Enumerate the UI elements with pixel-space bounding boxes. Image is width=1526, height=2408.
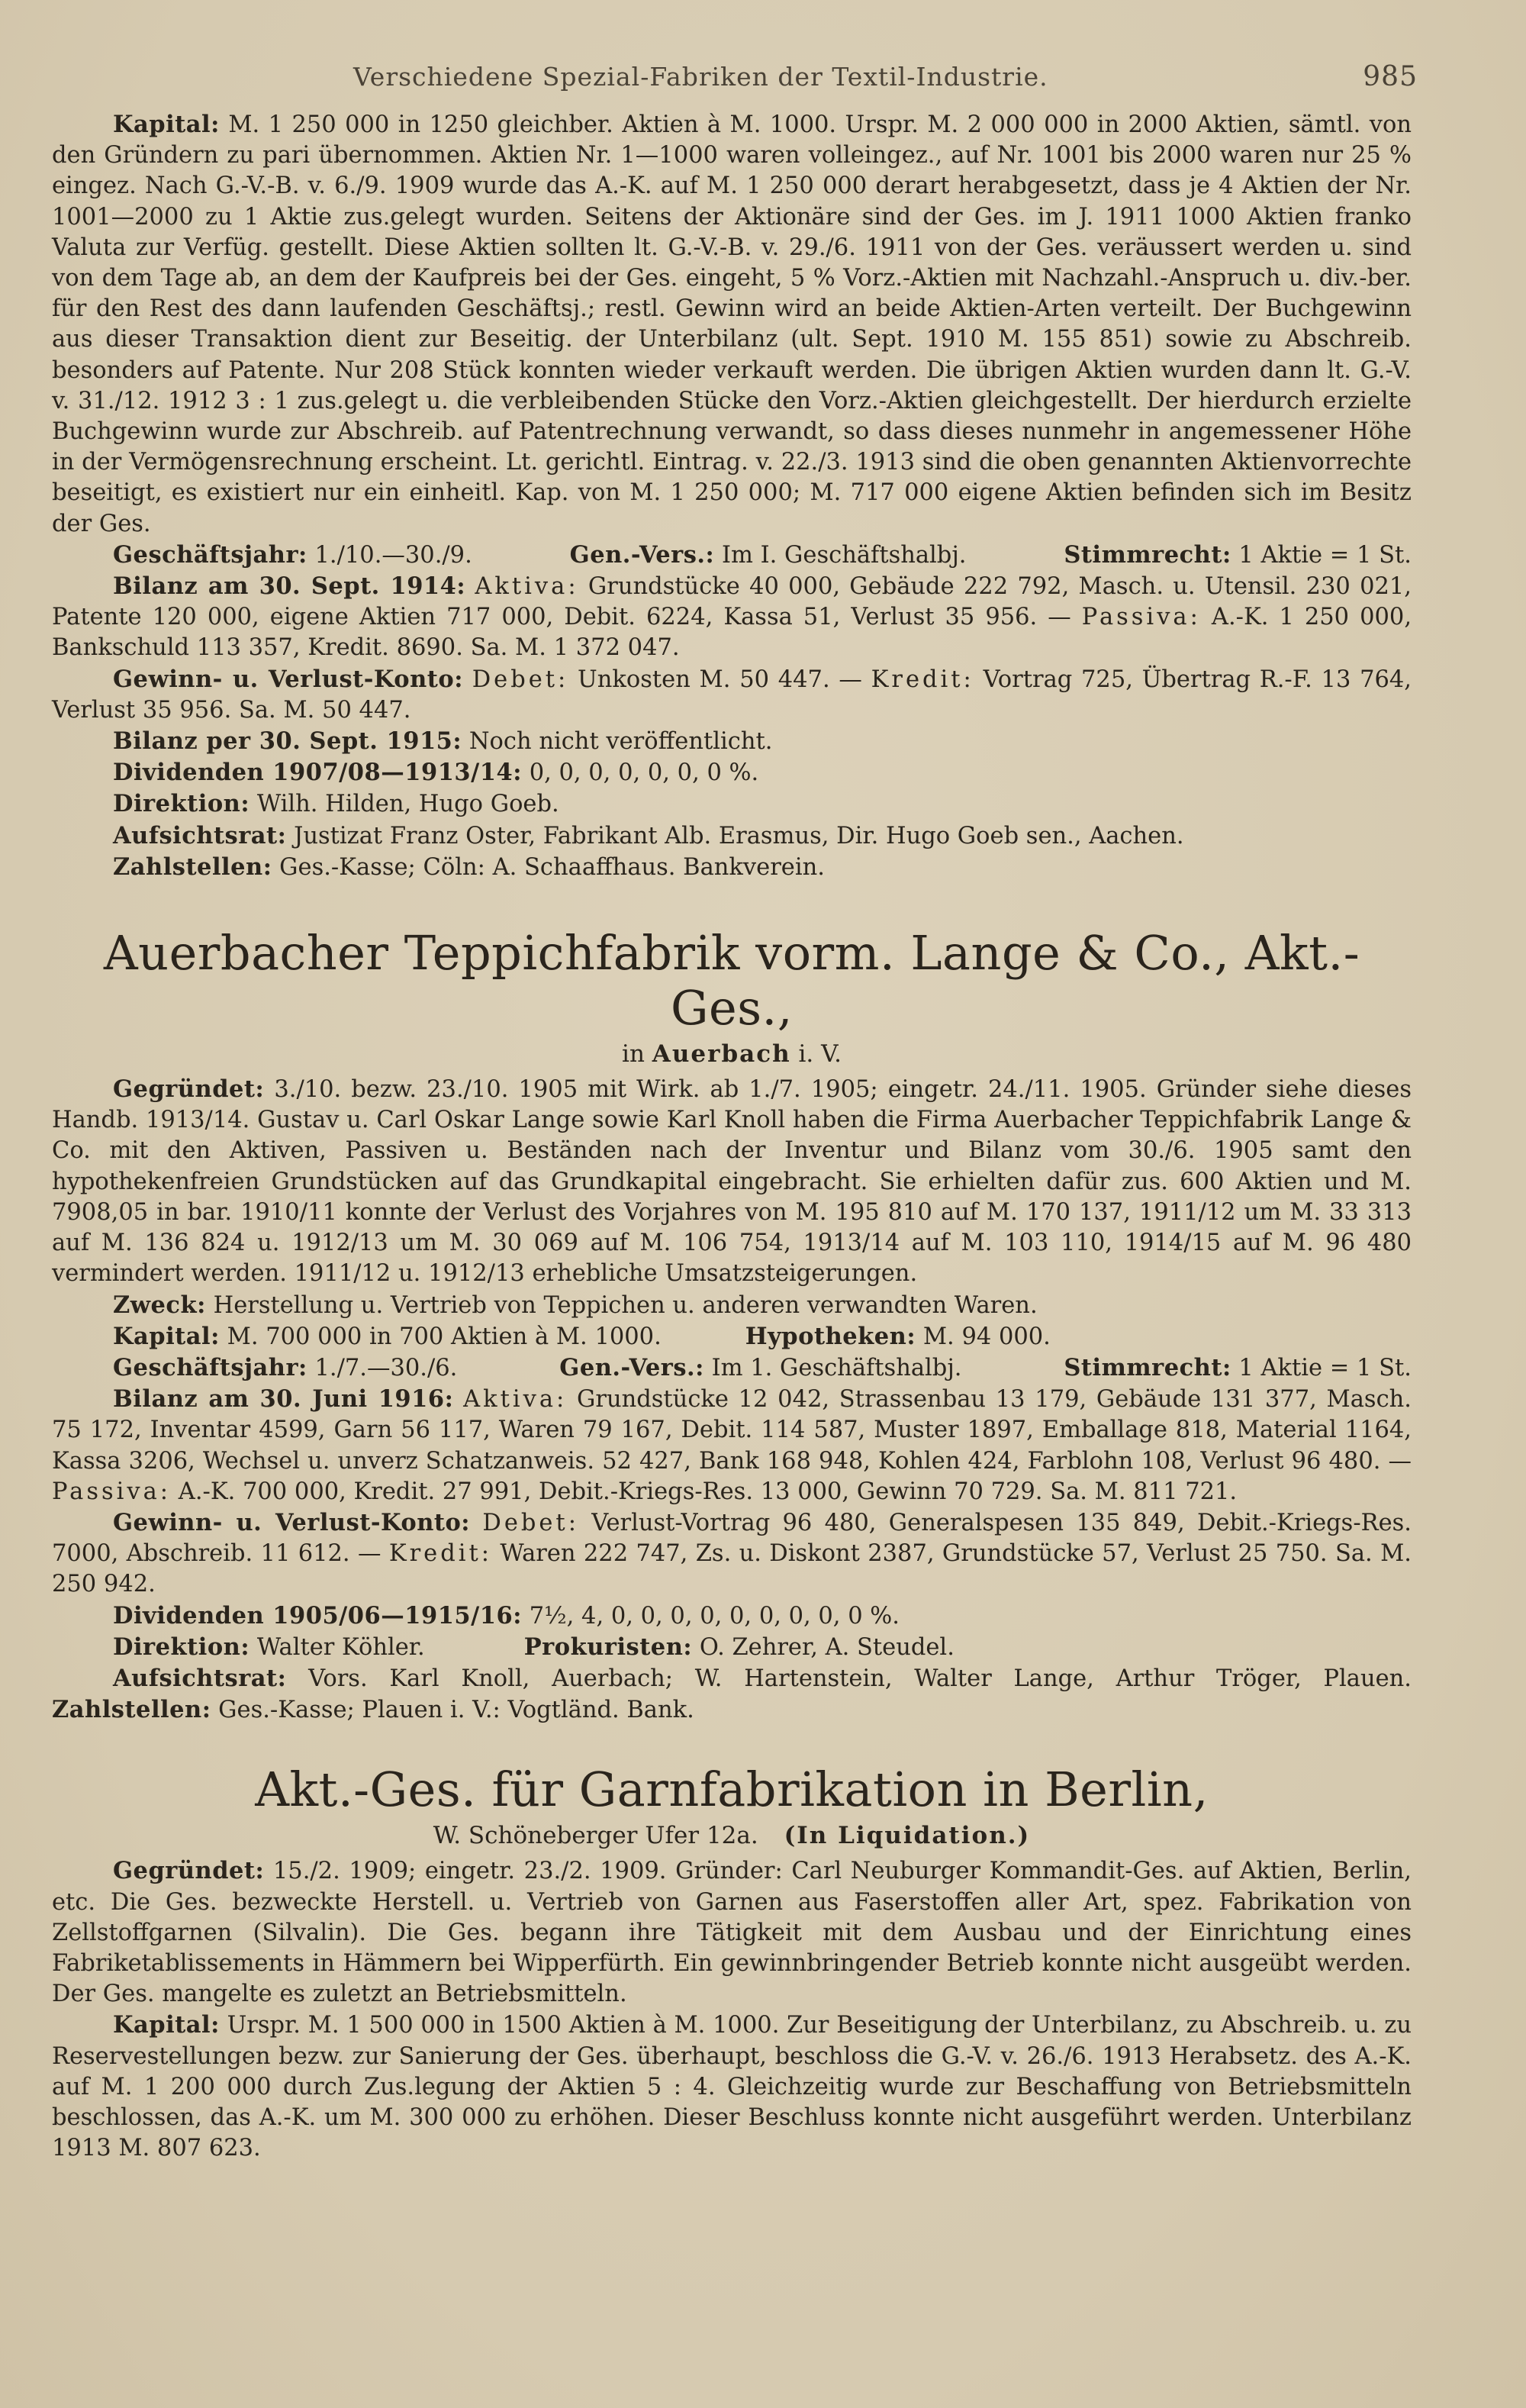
subtitle-city: Auerbach xyxy=(652,1040,791,1069)
aktiva-text: Grundstücke 40 000, Gebäude 222 792, Masch. u. Utensil. 230 021, Patente 120 000, eigene Aktien 717 000, Debit. 6224, Kassa 51, Verlust 35 956. — xyxy=(52,573,1412,631)
zs-text: Ges.-Kasse; Plauen i. V.: Vogtländ. Bank. xyxy=(218,1697,694,1724)
st-value: 1 Aktie = 1 St. xyxy=(1238,541,1412,569)
hyp-label: Hypotheken: xyxy=(745,1322,916,1350)
aufsichtsrat-paragraph xyxy=(52,820,1412,852)
gj-value: 1./7.—30./6. xyxy=(314,1354,458,1381)
company-address: W. Schöneberger Ufer 12a. xyxy=(433,1822,758,1850)
gv-value: Im 1. Geschäftshalbj. xyxy=(711,1354,962,1381)
ar-text: Justizat Franz Oster, Fabrikant Alb. Erasmus, Dir. Hugo Goeb sen., Aachen. xyxy=(294,822,1184,849)
gegr-text: 3./10. bezw. 23./10. 1905 mit Wirk. ab 1./7. 1905; eingetr. 24./11. 1905. Gründer siehe dieses Handb. 1913/14. Gustav u. Carl Oskar Lange sowie Karl Knoll haben die Firma Auerbacher Teppichfabrik Lange & Co. mit den Aktiven, Passiven u. Beständen nach der Inventur und Bilanz vom 30./6. 1905 samt den hypothekenfreien Grundstücken auf das Grundkapital eingebracht. Sie erhielten dafür zus. 600 Aktien und M. 7908,05 in bar. 1910/11 konnte der Verlust des Vorjahres von M. 195 810 auf M. 170 137, 1911/12 um M. 33 313 auf M. 136 824 u. 1912/13 um M. 30 069 auf M. 106 754, 1913/14 auf M. 103 110, 1914/15 auf M. 96 480 vermindert werden. 1911/12 u. 1912/13 erhebliche Umsatzsteigerungen. xyxy=(52,1076,1412,1288)
dividenden-paragraph xyxy=(52,757,1412,788)
div-label: Dividenden 1907/08—1913/14: xyxy=(113,759,522,787)
kapital-paragraph xyxy=(52,109,1412,540)
gv-label: Gen.-Vers.: xyxy=(559,1353,704,1381)
zs-label: Zahlstellen: xyxy=(113,853,272,881)
bilanz-1915-paragraph xyxy=(52,726,1412,757)
debet-label: Debet: xyxy=(472,666,569,693)
kapital-text: M. 1 250 000 in 1250 gleichber. Aktien à M. 1000. Urspr. M. 2 000 000 in 2000 Aktien, sämtl. von den Gründern zu pari übernommen. Aktien Nr. 1—1000 waren volleingez., auf Nr. 1001 bis 2000 waren nur 25 % eingez. Nach G.-V.-B. v. 6./9. 1909 wurde das A.-K. auf M. 1 250 000 derart herabgesetzt, dass je 4 Aktien der Nr. 1001—2000 zu 1 Aktie zus.gelegt wurden. Seitens der Aktionäre sind der Ges. im J. 1911 1000 Aktien franko Valuta zur Verfüg. gestellt. Diese Aktien sollten lt. G.-V.-B. v. 29./6. 1911 von der Ges. veräussert werden u. sind von dem Tage ab, an dem der Kaufpreis bei der Ges. eingeht, 5 % Vorz.-Aktien mit Nachzahl.-Anspruch u. div.-ber. für den Rest des dann laufenden Geschäftsj.; restl. Gewinn wird an beide Aktien-Arten verteilt. Der Buchgewinn aus dieser Transaktion dient zur Beseitig. der Unterbilanz (ult. Sept. 1910 M. 155 851) sowie zu Abschreib. besonders auf Patente. Nur 208 Stück konnten wieder verkauft werden. Die übrigen Aktien wurden dann lt. G.-V. v. 31./12. 1912 3 : 1 zus.gelegt u. die verbleibenden Stücke den Vorz.-Aktien gleichgestellt. Der hierdurch erzielte Buchgewinn wurde zur Abschreib. auf Patentrechnung verwandt, so dass dieses nunmehr in angemessener Höhe in der Vermögensrechnung erscheint. Lt. gerichtl. Eintrag. v. 22./3. 1913 sind die oben genannten Aktienvorrechte beseitigt, es existiert nur ein einheitl. Kap. von M. 1 250 000; M. 717 000 eigene Aktien befinden sich im Besitz der Ges. xyxy=(52,111,1412,537)
zweck-paragraph xyxy=(52,1290,1412,1321)
debet-label: Debet: xyxy=(482,1509,579,1536)
section-continued-company xyxy=(52,109,1412,883)
gegruendet-paragraph xyxy=(52,1855,1412,2010)
geschaeftsjahr-row xyxy=(52,540,1412,571)
aktiva-text: Grundstücke 12 042, Strassenbau 13 179, Gebäude 131 377, Masch. 75 172, Inventar 4599, Garn 56 117, Waren 79 167, Debit. 114 587, Muster 1897, Emballage 818, Material 1164, Kassa 3206, Wechsel u. unverz Schatzanweis. 52 427, Bank 168 948, Kohlen 424, Farblohn 108, Verlust 96 480. — xyxy=(52,1386,1412,1475)
gegr-label: Gegründet: xyxy=(113,1075,265,1104)
kapital-text: Urspr. M. 1 500 000 in 1500 Aktien à M. 1000. Zur Beseitigung der Unterbilanz, zu Abschreib. u. zu Reservestellungen bezw. zur Sanierung der Ges. überhaupt, beschloss die G.-V. v. 26./6. 1913 Herabsetz. des A.-K. auf M. 1 200 000 durch Zus.legung der Aktien 5 : 4. Gleichzeitig wurde zur Beschaffung von Betriebsmitteln beschlossen, das A.-K. um M. 300 000 zu erhöhen. Dieser Beschluss konnte nicht ausgeführt werden. Unterbilanz 1913 M. 807 623. xyxy=(52,2012,1412,2162)
page-number: 985 xyxy=(1363,61,1418,92)
div-text: 0, 0, 0, 0, 0, 0, 0 %. xyxy=(529,759,759,787)
gegr-text: 15./2. 1909; eingetr. 23./2. 1909. Gründer: Carl Neuburger Kommandit-Ges. auf Aktien, Berlin, etc. Die Ges. bezweckte Herstell. u. Vertrieb von Garnen aus Faserstoffen aller Art, spez. Fabrikation von Zellstoffgarnen (Silvalin). Die Ges. begann ihre Tätigkeit mit dem Ausbau und der Einrichtung eines Fabriketablissements in Hämmern bei Wipperfürth. Ein gewinnbringender Betrieb konnte nicht ausgeübt werden. Der Ges. mangelte es zuletzt an Betriebsmitteln. xyxy=(52,1858,1412,2008)
div-label: Dividenden 1905/06—1915/16: xyxy=(113,1601,522,1630)
dividenden-paragraph xyxy=(52,1600,1412,1632)
gv-label: Gen.-Vers.: xyxy=(569,540,715,569)
div-text: 7½, 4, 0, 0, 0, 0, 0, 0, 0, 0, 0 %. xyxy=(529,1602,900,1630)
kredit-text: Waren 222 747, Zs. u. Diskont 2387, Grundstücke 57, Verlust 25 750. Sa. M. 250 942. xyxy=(52,1540,1412,1598)
section-garnfabrikation-berlin xyxy=(52,1762,1412,2164)
direktion-prokuristen-row xyxy=(52,1632,1412,1663)
dir-text: Walter Köhler. xyxy=(256,1633,425,1661)
direktion-paragraph xyxy=(52,788,1412,820)
bilanz-label: Bilanz am 30. Sept. 1914: xyxy=(113,572,466,601)
kapital-paragraph xyxy=(52,2010,1412,2164)
zs-label: Zahlstellen: xyxy=(52,1696,211,1724)
kapital-label: Kapital: xyxy=(113,2011,220,2039)
bilanz1915-text: Noch nicht veröffentlicht. xyxy=(468,728,773,756)
aufsichtsrat-paragraph xyxy=(52,1663,1412,1726)
zweck-label: Zweck: xyxy=(113,1291,206,1319)
passiva-label: Passiva: xyxy=(1081,604,1201,631)
geschaeftsjahr-row xyxy=(52,1352,1412,1384)
gewinn-label: Gewinn- u. Verlust-Konto: xyxy=(113,665,463,693)
dir-label: Direktion: xyxy=(113,790,250,818)
liquidation-status: (In Liquidation.) xyxy=(784,1822,1031,1850)
ar-text: Vors. Karl Knoll, Auerbach; W. Hartenstein, Walter Lange, Arthur Tröger, Plauen. xyxy=(308,1665,1412,1692)
debet-text: Verlust-Vortrag 96 480, Generalspesen 135 849, Debit.-Kriegs-Res. 7000, Abschreib. 11 612. — xyxy=(52,1509,1412,1568)
hyp-text: M. 94 000. xyxy=(922,1323,1051,1350)
st-value: 1 Aktie = 1 St. xyxy=(1238,1354,1412,1381)
gj-label: Geschäftsjahr: xyxy=(113,540,307,569)
gv-value: Im I. Geschäftshalbj. xyxy=(721,541,967,569)
bilanz1915-label: Bilanz per 30. Sept. 1915: xyxy=(113,727,462,756)
bilanz-label: Bilanz am 30. Juni 1916: xyxy=(113,1385,454,1414)
aktiva-label: Aktiva: xyxy=(463,1386,568,1414)
ar-label: Aufsichtsrat: xyxy=(113,1664,287,1692)
company-subtitle xyxy=(52,1039,1412,1069)
kapital-label: Kapital: xyxy=(113,111,220,138)
subtitle-prefix: in xyxy=(622,1040,645,1069)
passiva-label: Passiva: xyxy=(52,1478,172,1505)
subtitle-suffix: i. V. xyxy=(798,1040,842,1069)
section-auerbacher-teppichfabrik xyxy=(52,926,1412,1726)
aktiva-label: Aktiva: xyxy=(475,573,579,601)
gj-value: 1./10.—30./9. xyxy=(314,541,472,569)
ar-label: Aufsichtsrat: xyxy=(113,821,287,849)
gewinn-label: Gewinn- u. Verlust-Konto: xyxy=(113,1508,471,1536)
kredit-label: Kredit: xyxy=(871,666,974,693)
kredit-text: Vortrag 725, Übertrag R.-F. 13 764, Verlust 35 956. Sa. M. 50 447. xyxy=(52,666,1412,724)
dir-label: Direktion: xyxy=(113,1633,250,1661)
gewinn-verlust-paragraph xyxy=(52,1507,1412,1600)
running-header xyxy=(52,61,1418,92)
passiva-text: A.-K. 700 000, Kredit. 27 991, Debit.-Kriegs-Res. 13 000, Gewinn 70 729. Sa. M. 811 721. xyxy=(178,1478,1238,1505)
bilanz-paragraph xyxy=(52,571,1412,664)
running-title: Verschiedene Spezial-Fabriken der Textil-Industrie. xyxy=(353,62,1048,92)
bilanz-paragraph xyxy=(52,1384,1412,1507)
gj-label: Geschäftsjahr: xyxy=(113,1353,307,1381)
passiva-text: A.-K. 1 250 000, Bankschuld 113 357, Kredit. 8690. Sa. M. 1 372 047. xyxy=(52,604,1412,662)
zweck-text: Herstellung u. Vertrieb von Teppichen u. anderen verwandten Waren. xyxy=(213,1291,1038,1319)
dir-text: Wilh. Hilden, Hugo Goeb. xyxy=(256,791,559,818)
kredit-label: Kredit: xyxy=(388,1540,493,1568)
company-title: Akt.-Ges. für Garnfabrikation in Berlin, xyxy=(255,1762,1209,1818)
st-label: Stimmrecht: xyxy=(1064,540,1231,569)
debet-text: Unkosten M. 50 447. — xyxy=(578,666,862,693)
zs-text: Ges.-Kasse; Cöln: A. Schaaffhaus. Bankverein. xyxy=(279,853,825,881)
st-label: Stimmrecht: xyxy=(1064,1353,1231,1381)
prok-label: Prokuristen: xyxy=(523,1633,693,1661)
kapital-label: Kapital: xyxy=(113,1322,220,1350)
kapital-text: M. 700 000 in 700 Aktien à M. 1000. xyxy=(227,1323,662,1350)
company-subtitle xyxy=(52,1820,1412,1851)
gegruendet-paragraph xyxy=(52,1074,1412,1289)
kapital-hypotheken-row xyxy=(52,1321,1412,1352)
gegr-label: Gegründet: xyxy=(113,1857,265,1885)
gewinn-verlust-paragraph xyxy=(52,664,1412,726)
zahlstellen-paragraph xyxy=(52,852,1412,883)
company-title: Auerbacher Teppichfabrik vorm. Lange & Co., Akt.-Ges., xyxy=(103,925,1360,1036)
prok-text: O. Zehrer, A. Steudel. xyxy=(699,1633,955,1661)
